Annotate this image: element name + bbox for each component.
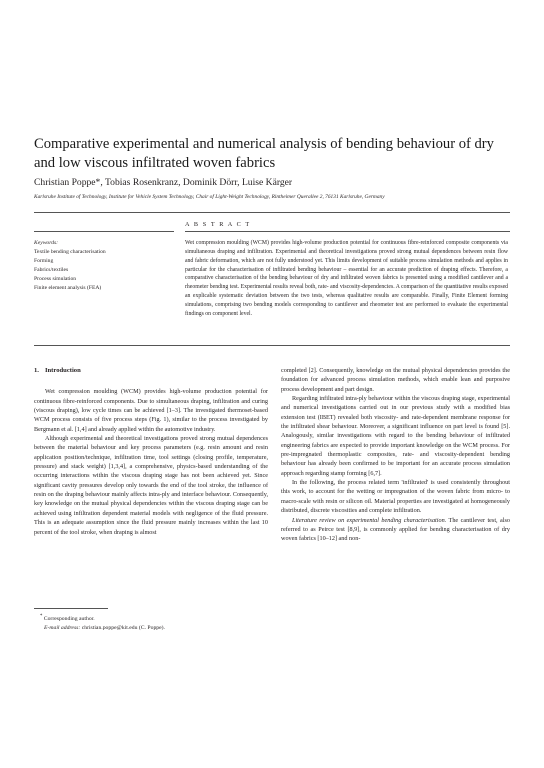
left-column (34, 366, 268, 537)
author-list: Christian Poppe*, Tobias Rosenkranz, Dominik Dörr, Luise Kärger (34, 177, 293, 188)
footnote-mark: * (40, 614, 43, 619)
paper-title: Comparative experimental and numerical analysis of bending behaviour of dry and low viscous infiltrated woven fabrics (34, 136, 494, 171)
footnote-rule (34, 608, 108, 609)
keyword-item: Finite element analysis (FEA) (34, 284, 102, 291)
body-paragraph: completed [2]. Consequently, knowledge on the mutual physical dependencies provides the foundation for advanced process simulation methods, which enable lean and purposive process development and part design. (281, 367, 510, 393)
body-paragraph (281, 516, 510, 544)
footnote-corresponding: Corresponding author. (43, 615, 95, 622)
paragraph-lead: Literature review on experimental bending characterisation. (292, 516, 447, 524)
keyword-item: Forming (34, 257, 54, 264)
paragraph-text: The cantilever test, also referred to as Peirce test [8,9], is commonly applied for bending characterisation of dry woven fabrics [10–12] and non- (281, 516, 510, 543)
keyword-item: Process simulation (34, 275, 77, 282)
keywords-list (34, 248, 174, 293)
body-paragraph: Wet compression moulding (WCM) provides high-volume production potential for continuous fibre-reinforced components. Due to simultaneous draping, infiltration and curing (viscous draping), low cycle times can be achieved [1–3]. The investigated thermoset-based WCM process consists of five process steps (Fig. 1), similar to the process investigated by Bergmann et al. [1,4] and already applied within the automotive industry. (34, 388, 268, 433)
rule-abstract (185, 231, 510, 232)
section-heading (34, 366, 268, 375)
right-column (281, 366, 510, 544)
rule-top (34, 212, 510, 213)
footnote-email: christian.poppe@kit.edu (C. Poppe). (81, 624, 165, 631)
keyword-item: Fabrics/textiles (34, 266, 69, 273)
section-title: Introduction (44, 367, 81, 374)
body-paragraph: Although experimental and theoretical investigations proved strong mutual dependences between the material behaviour and key process parameters (e.g. resin amount and resin application position/technique, infiltration time, tool settings (closing profile, temperature, pressure) and stack weight) [1,3,4], a comprehensive, physics-based understanding of the occurring interactions within the viscous draping stage has not been achieved yet. Since significant cavity pressures develop only towards the end of the tool stroke, the influence of resin on the draping behaviour mainly affects intra-ply and interface behaviour. Consequently, key knowledge on the mutual physical dependencies within the viscous draping stage can be achieved using infiltration dependent material models with negligence of the fluid pressure. This is an adequate assumption since the fluid pressure mainly increases within the last 10 percent of the tool stroke, when draping is almost (34, 435, 268, 536)
section-number: 1. (34, 367, 39, 374)
abstract-body: Wet compression moulding (WCM) provides high-volume production potential for continuous fibre-reinforced composite components via simultaneous draping and infiltration. Experimental and theoretical investigations proved strong mutual dependences between resin flow and fabric deformation, which are not fully understood yet. This limits development of suitable process simulation methods and applies in particular for the characterisation of infiltrated bending behaviour – essential for an accurate prediction of draping effects. Therefore, a comparative characterisation of the bending behaviour of dry and infiltrated woven fabrics is presented using a modified cantilever and a rheometer bending test. Experimental results reveal both, rate- and viscosity-dependencies. A comparison of the quantitative results exposed an explicable systematic deviation between the two tests, whereas qualitative results are comparable. Finally, Finite Element forming simulations, comprising two bending models corresponding to cantilever and rheometer test are performed to evaluate the experimental findings on component level. (185, 240, 508, 317)
body-paragraph: Regarding infiltrated intra-ply behaviour within the viscous draping stage, experimental and numerical investigations carried out in our previous study with a modified bias extension test (IBET) revealed both viscosity- and rate-dependent membrane response for the infiltrated shear behaviour. Moreover, a significant influence on part level is found [5]. Analogously, similar investigations with regard to the bending behaviour of infiltrated engineering fabrics are expected to provide important knowledge on the WCM process. For pre-impregnated thermoplastic composites, rate- and viscosity-dependent bending behaviour has already been confirmed to be important for an accurate process simulation approach regarding stamp forming [6,7]. (281, 395, 510, 477)
footnote (34, 612, 268, 633)
abstract-heading: A B S T R A C T (185, 221, 251, 228)
keyword-item: Textile bending characterisation (34, 249, 106, 255)
keywords-heading: Keywords: (34, 240, 59, 246)
body-paragraph: In the following, the process related term 'infiltrated' is used consistently throughout this work, to account for the wetting or impregnation of the woven fabric from micro- to macro-scale with resin or silicon oil. Material properties are investigated at homogeneously distributed, discrete viscosities and complete infiltration. (281, 479, 510, 515)
rule-bottom (34, 345, 510, 346)
rule-keywords (34, 231, 174, 232)
affiliation: Karlsruhe Institute of Technology, Institute for Vehicle System Technology, Chair of Light-Weight Technology, Rintheimer Querallee 2, 76131 Karlsruhe, Germany (34, 194, 385, 200)
footnote-email-label: E-mail address: (44, 624, 81, 631)
